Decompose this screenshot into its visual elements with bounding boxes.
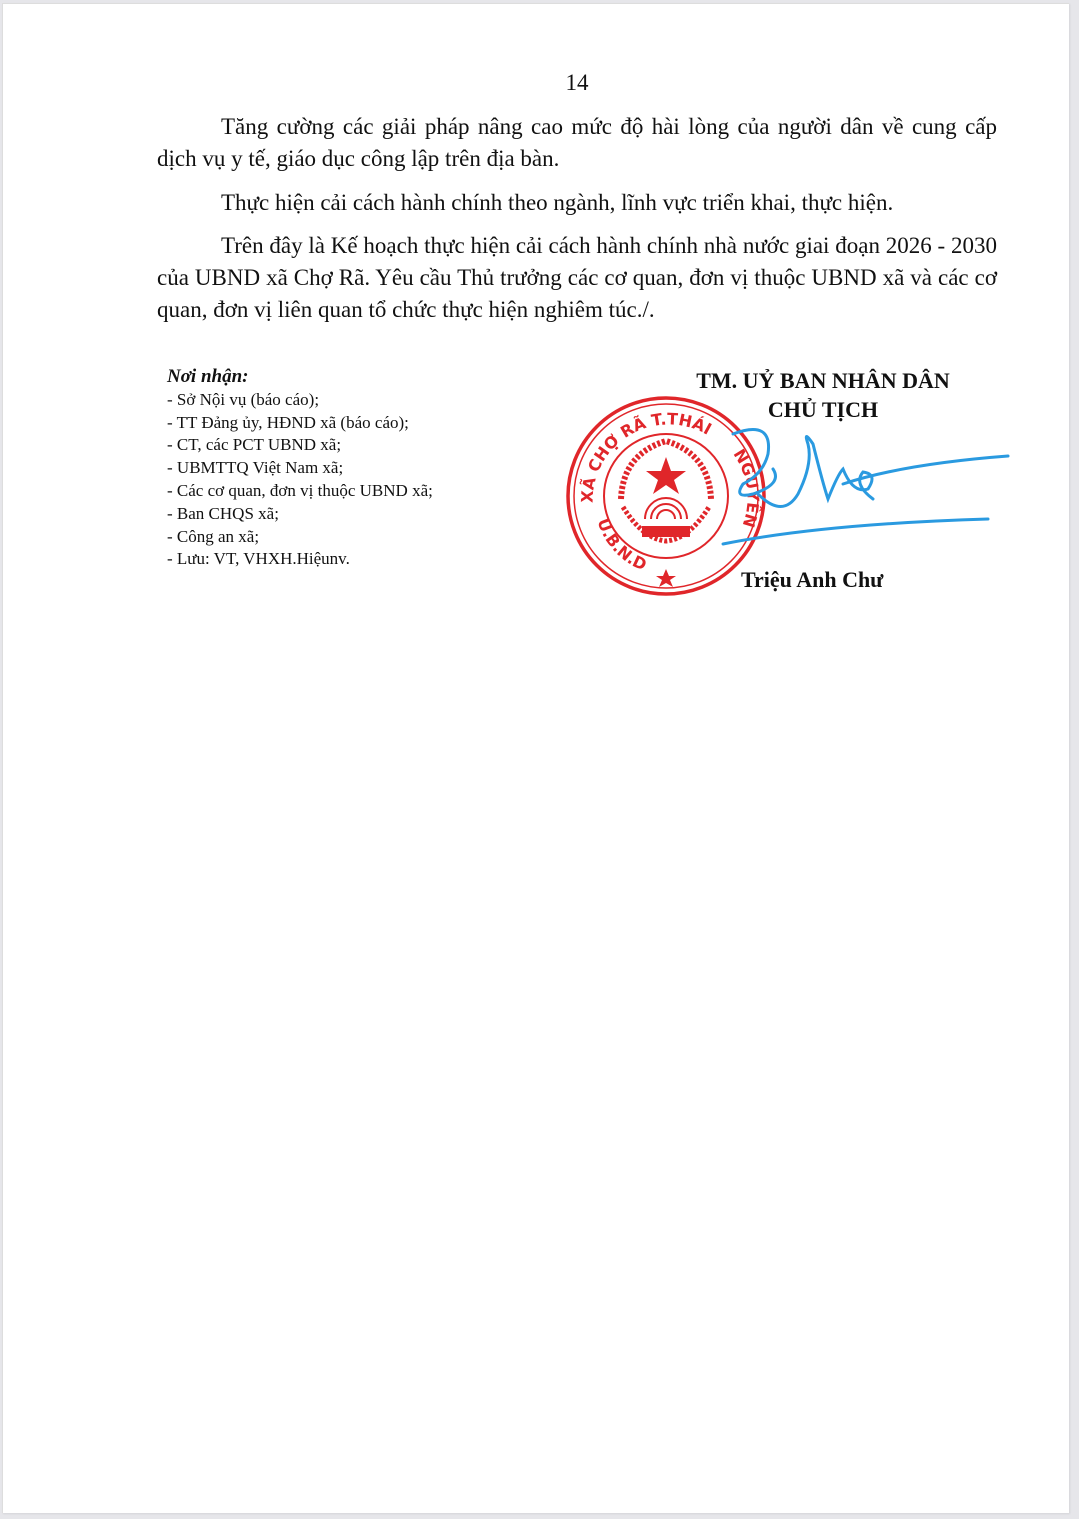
svg-text:NGUYÊN: NGUYÊN	[729, 445, 763, 530]
body-paragraph: Tăng cường các giải pháp nâng cao mức độ hài lòng của người dân về cung cấp dịch vụ y tế, giáo dục công lập trên địa bàn.	[157, 114, 997, 171]
recipient-item: - Các cơ quan, đơn vị thuộc UBND xã;	[167, 480, 433, 500]
recipients-list	[167, 366, 433, 571]
page-number: 14	[565, 70, 589, 95]
handwritten-signature-icon	[703, 424, 1013, 554]
recipient-item: - Ban CHQS xã;	[167, 503, 279, 523]
recipient-item: - Công an xã;	[167, 526, 260, 546]
recipient-item: - Lưu: VT, VHXH.Hiệunv.	[167, 549, 350, 569]
signature-title: CHỦ TỊCH	[767, 397, 879, 422]
document-page	[2, 3, 1069, 1513]
body-paragraph: Thực hiện cải cách hành chính theo ngành, lĩnh vực triển khai, thực hiện.	[221, 190, 894, 215]
body-paragraph: Trên đây là Kế hoạch thực hiện cải cách hành chính nhà nước giai đoạn 2026 - 2030 của UBND xã Chợ Rã. Yêu cầu Thủ trưởng các cơ quan, đơn vị thuộc UBND xã và các cơ quan, đơn vị liên quan tổ chức thực hiện nghiêm túc./.	[157, 233, 997, 322]
signature-org: TM. UỶ BAN NHÂN DÂN	[696, 368, 950, 393]
recipient-item: - UBMTTQ Việt Nam xã;	[167, 458, 344, 478]
svg-text:U.B.N.D: U.B.N.D	[593, 515, 650, 575]
signer-name: Triệu Anh Chư	[741, 567, 884, 592]
recipient-item: - TT Đảng ủy, HĐND xã (báo cáo);	[167, 412, 409, 432]
recipients-title: Nơi nhận:	[167, 366, 249, 387]
svg-text:XÃ CHỢ RÃ T.THÁI: XÃ CHỢ RÃ T.THÁI	[577, 409, 715, 504]
recipient-item: - CT, các PCT UBND xã;	[167, 435, 342, 455]
recipient-item: - Sở Nội vụ (báo cáo);	[167, 389, 320, 409]
